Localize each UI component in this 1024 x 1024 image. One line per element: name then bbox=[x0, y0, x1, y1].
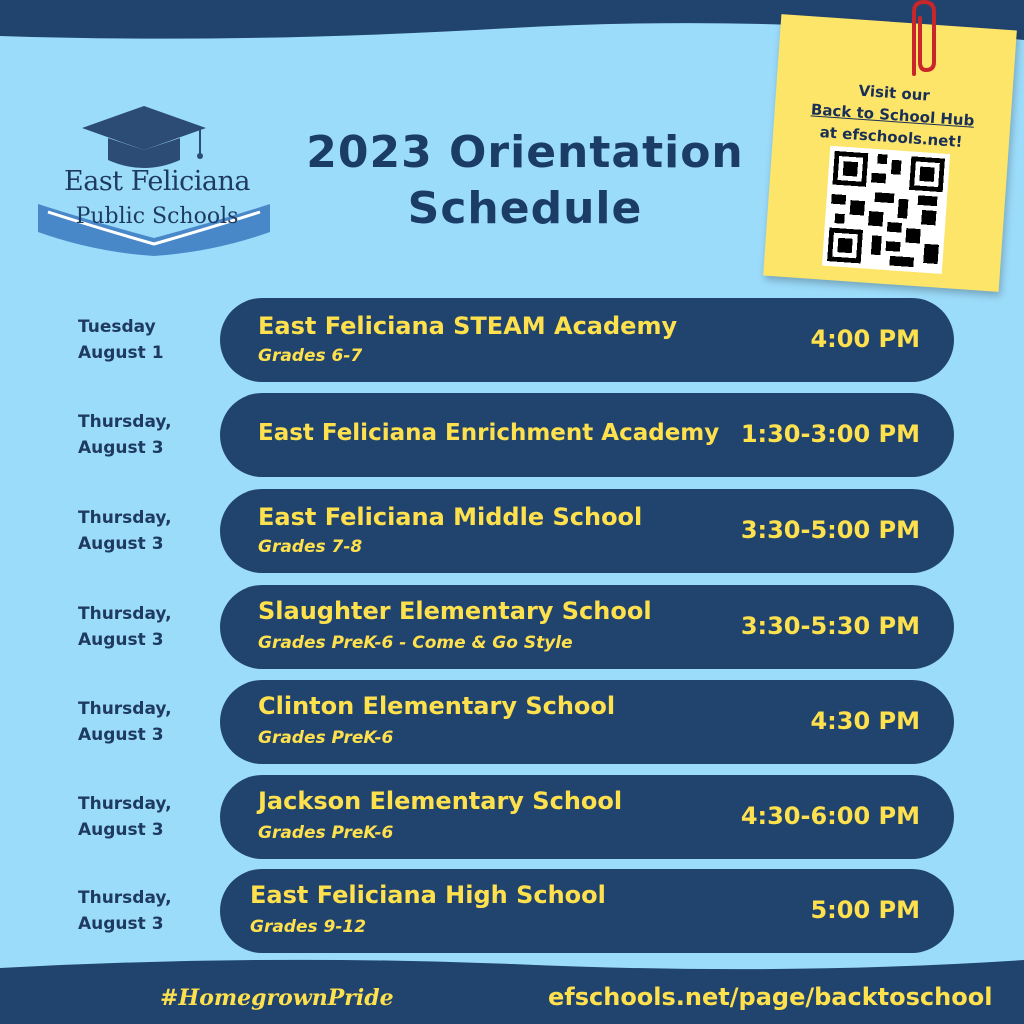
page-title bbox=[270, 125, 780, 237]
row-day: Thursday, bbox=[78, 699, 172, 719]
logo-text-line2: Public Schools bbox=[75, 204, 239, 229]
orientation-time: 3:30-5:00 PM bbox=[740, 516, 920, 544]
note-line1: Visit our bbox=[857, 81, 931, 105]
school-district-logo bbox=[24, 104, 284, 264]
schedule-row bbox=[0, 298, 1024, 382]
row-date: August 3 bbox=[78, 630, 164, 650]
schedule-pill bbox=[220, 869, 954, 953]
row-date: August 1 bbox=[78, 343, 164, 363]
schedule-pill bbox=[220, 298, 954, 382]
logo-text-line1: East Feliciana bbox=[64, 166, 250, 197]
qr-code-icon[interactable] bbox=[822, 146, 950, 274]
title-line2: Schedule bbox=[407, 183, 643, 234]
sticky-note bbox=[763, 14, 1017, 292]
orientation-time: 4:00 PM bbox=[810, 325, 920, 353]
orientation-time: 5:00 PM bbox=[810, 896, 920, 924]
back-to-school-hub-link[interactable]: Back to School Hub bbox=[810, 100, 975, 130]
school-grades: Grades 9-12 bbox=[250, 917, 367, 937]
schedule-row bbox=[0, 775, 1024, 859]
row-day: Tuesday bbox=[78, 317, 156, 337]
schedule-row bbox=[0, 869, 1024, 953]
school-name: East Feliciana High School bbox=[250, 881, 606, 909]
schedule-row bbox=[0, 585, 1024, 669]
row-date: August 3 bbox=[78, 438, 164, 458]
orientation-time: 4:30 PM bbox=[810, 707, 920, 735]
school-grades: Grades 6-7 bbox=[258, 346, 363, 366]
schedule-pill bbox=[220, 585, 954, 669]
footer-url[interactable]: efschools.net/page/backtoschool bbox=[548, 983, 993, 1011]
school-grades: Grades PreK-6 bbox=[258, 728, 394, 748]
hashtag-text: #HomegrownPride bbox=[160, 985, 394, 1011]
paperclip-icon bbox=[898, 0, 946, 78]
orientation-time: 3:30-5:30 PM bbox=[740, 612, 920, 640]
orientation-time: 4:30-6:00 PM bbox=[740, 802, 920, 830]
school-grades: Grades PreK-6 - Come & Go Style bbox=[258, 633, 573, 653]
row-day: Thursday, bbox=[78, 888, 172, 908]
orientation-time: 1:30-3:00 PM bbox=[740, 420, 920, 448]
schedule-pill bbox=[220, 680, 954, 764]
schedule-pill bbox=[220, 489, 954, 573]
row-date: August 3 bbox=[78, 820, 164, 840]
schedule-row bbox=[0, 489, 1024, 573]
school-name: Jackson Elementary School bbox=[258, 787, 623, 815]
schedule-row bbox=[0, 680, 1024, 764]
school-name: East Feliciana Enrichment Academy bbox=[258, 420, 720, 446]
schedule-pill bbox=[220, 775, 954, 859]
row-date: August 3 bbox=[78, 534, 164, 554]
row-day: Thursday, bbox=[78, 508, 172, 528]
schedule-row bbox=[0, 393, 1024, 477]
schedule-pill bbox=[220, 393, 954, 477]
title-line1: 2023 Orientation bbox=[306, 127, 744, 178]
school-name: Clinton Elementary School bbox=[258, 692, 616, 720]
row-day: Thursday, bbox=[78, 412, 172, 432]
school-grades: Grades PreK-6 bbox=[258, 823, 394, 843]
row-date: August 3 bbox=[78, 725, 164, 745]
school-name: East Feliciana STEAM Academy bbox=[258, 312, 678, 340]
school-name: East Feliciana Middle School bbox=[258, 503, 643, 531]
row-date: August 3 bbox=[78, 914, 164, 934]
school-name: Slaughter Elementary School bbox=[258, 597, 652, 625]
school-grades: Grades 7-8 bbox=[258, 537, 363, 557]
row-day: Thursday, bbox=[78, 604, 172, 624]
note-line3: at efschools.net! bbox=[819, 123, 964, 152]
row-day: Thursday, bbox=[78, 794, 172, 814]
